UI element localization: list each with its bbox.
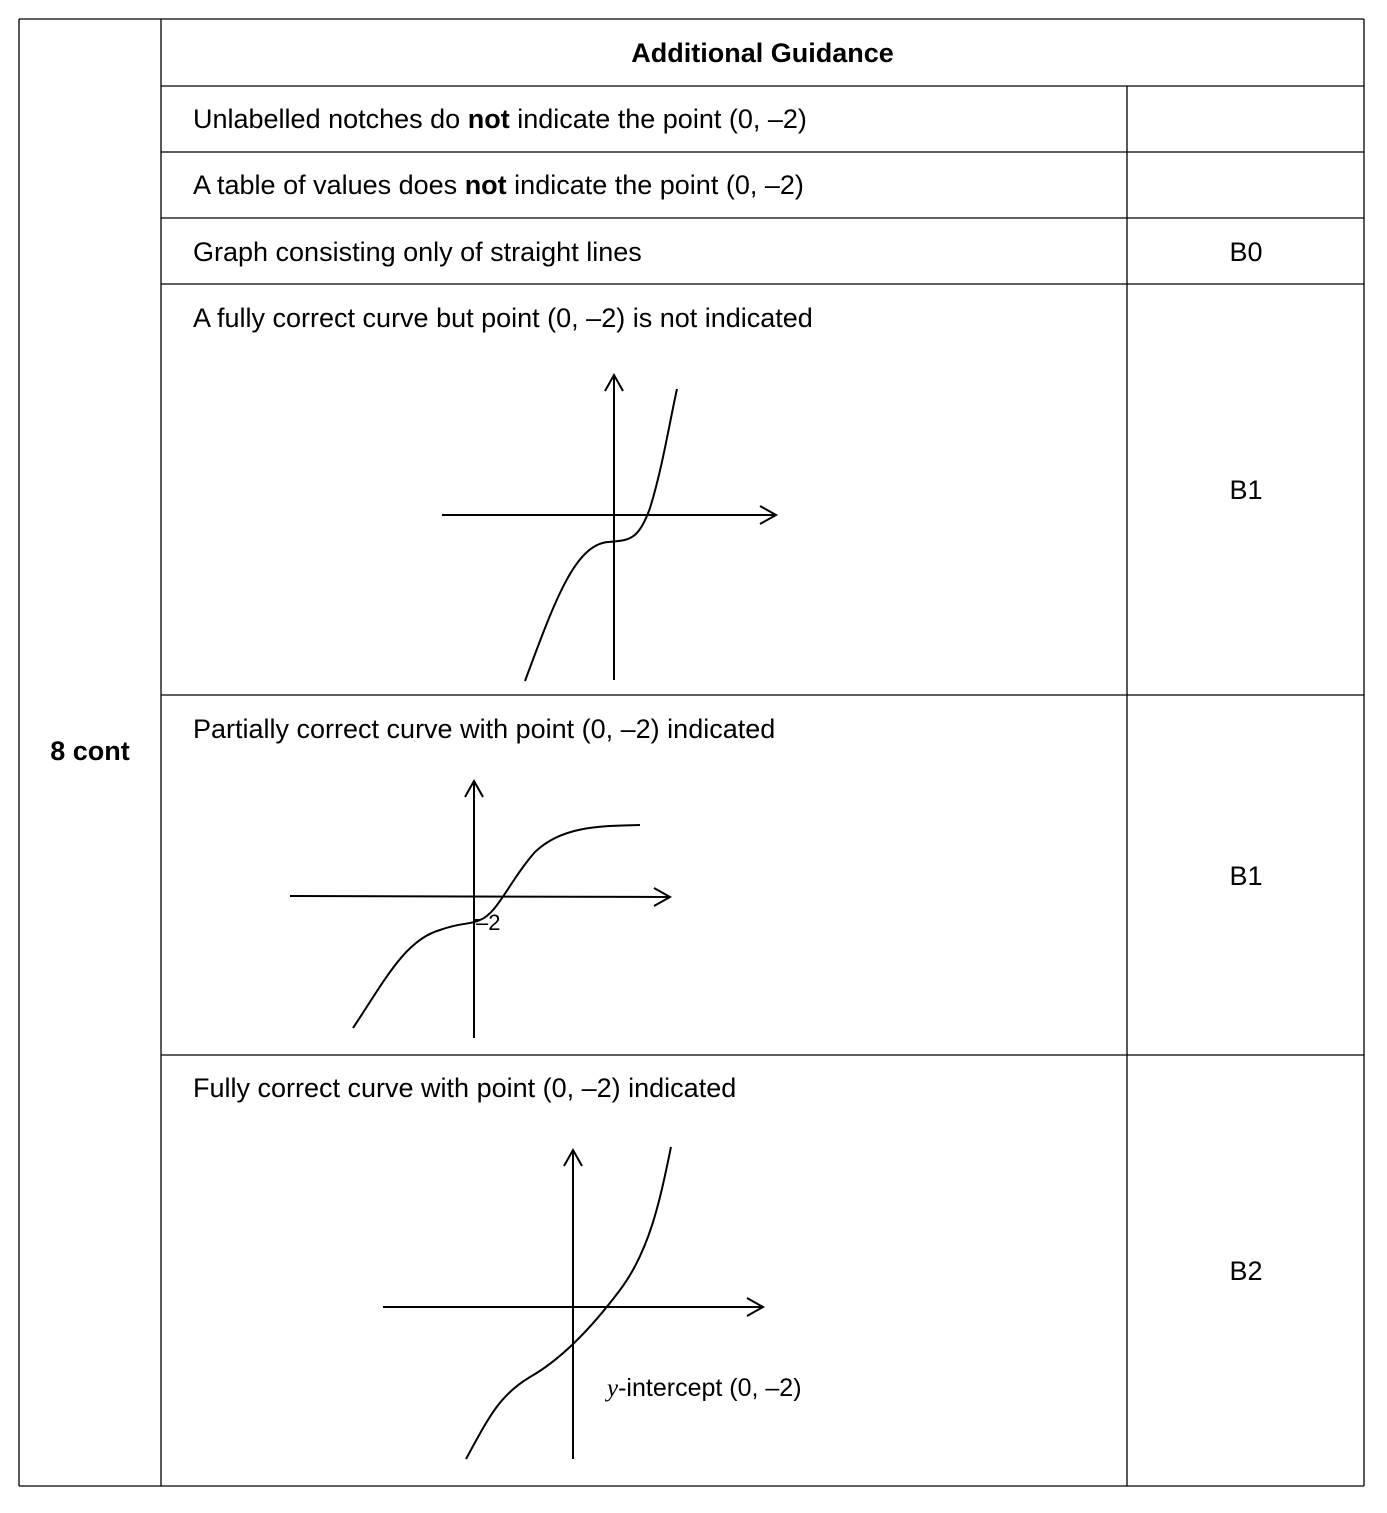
row-2-text-a: A table of values does — [193, 170, 465, 200]
sketch3-intercept-label — [607, 1373, 802, 1404]
guidance-row-6: Fully correct curve with point (0, –2) indicated — [193, 1073, 737, 1103]
row-2-text-b: indicate the point (0, –2) — [506, 170, 804, 200]
guidance-row-5: Partially correct curve with point (0, –2) indicated — [193, 714, 776, 744]
mark-row-6: B2 — [1229, 1256, 1263, 1286]
guidance-row-3: Graph consisting only of straight lines — [193, 237, 642, 267]
row-1-text-not: not — [467, 104, 510, 134]
sketch2-intercept-label: –2 — [476, 910, 501, 935]
sketch3-label-variable: y — [607, 1375, 619, 1402]
sketch3-label-text: -intercept (0, –2) — [618, 1374, 802, 1402]
guidance-row-4: A fully correct curve but point (0, –2) is not indicated — [193, 303, 813, 333]
question-number: 8 cont — [50, 736, 130, 766]
sketch3-curve — [466, 1147, 671, 1459]
row-2-text-not: not — [464, 170, 507, 200]
header-additional-guidance: Additional Guidance — [631, 38, 894, 68]
row-1-text-b: indicate the point (0, –2) — [509, 104, 807, 134]
mark-row-5: B1 — [1229, 861, 1263, 891]
row-1-text-a: Unlabelled notches do — [193, 104, 468, 134]
mark-row-4: B1 — [1229, 475, 1263, 505]
mark-row-3: B0 — [1229, 237, 1263, 267]
